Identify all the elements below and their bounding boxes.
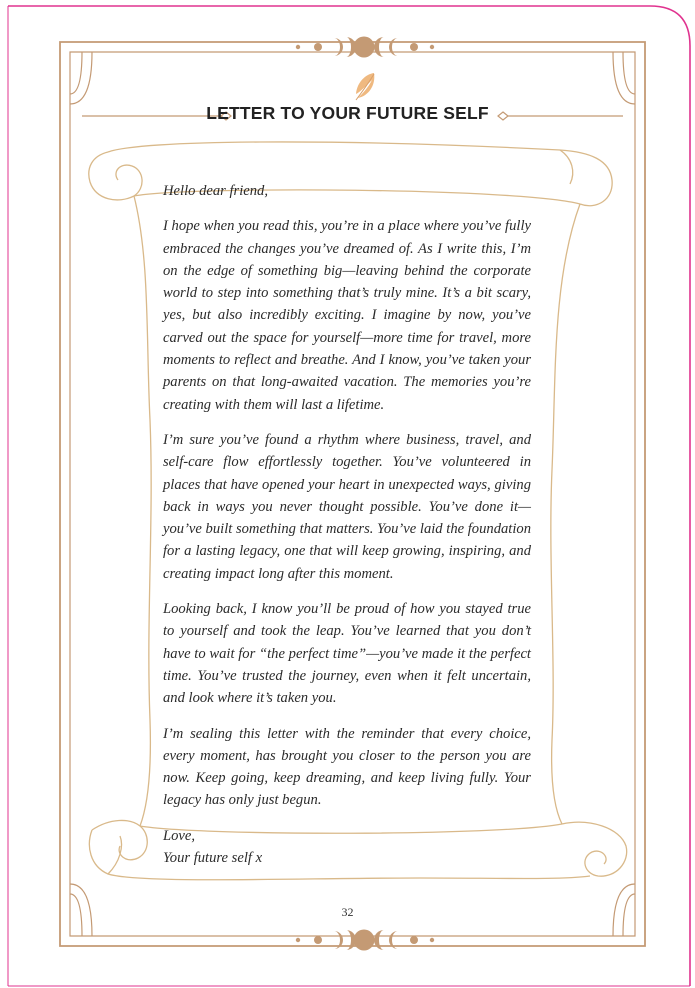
page-title: LETTER TO YOUR FUTURE SELF xyxy=(206,103,489,123)
page-number: 32 xyxy=(341,905,354,919)
letter-paragraph: I hope when you read this, you’re in a place where you’ve fully embraced the changes you’ve dreamed of. As I write this, I’m on the edge of something big—leaving behind the corporate world to step into something that’s truly mine. It’s a bit scary, yes, but also incredibly exciting. I imagine by now, you’ve carved out the space for yourself—more time for travel, more moments to reflect and breathe. And I know, you’ve taken your parents on that long-awaited vacation. The memories you’re creating with them will last a lifetime. xyxy=(163,218,531,413)
letter-paragraph: I’m sealing this letter with the reminder that every choice, every moment, has brought you closer to the person you are now. Keep going, keep dreaming, and keep living fully. Your legacy has only just begun. xyxy=(163,725,531,809)
letter-body xyxy=(163,180,531,869)
letter-paragraph: I’m sure you’ve found a rhythm where business, travel, and self-care flow effortlessly together. You’ve volunteered in places that have opened your heart in unexpected ways, giving back in ways you never thought possible. You’ve done it—you’ve built something that matters. You’ve laid the foundation for a lasting legacy, one that will keep growing, inspiring, and creating impact long after this moment. xyxy=(163,431,531,582)
letter-greeting: Hello dear friend, xyxy=(163,183,268,199)
letter-paragraph: Looking back, I know you’ll be proud of how you stayed true to yourself and took the leap. You’ve learned that you don’t have to wait for “the perfect time”—you’ve made it the perfect time. You’ve trusted the journey, even when it felt uncertain, and look where it’s taken you. xyxy=(163,601,531,707)
letter-closing: Love, xyxy=(163,827,196,844)
letter-signature: Your future self x xyxy=(163,850,263,867)
